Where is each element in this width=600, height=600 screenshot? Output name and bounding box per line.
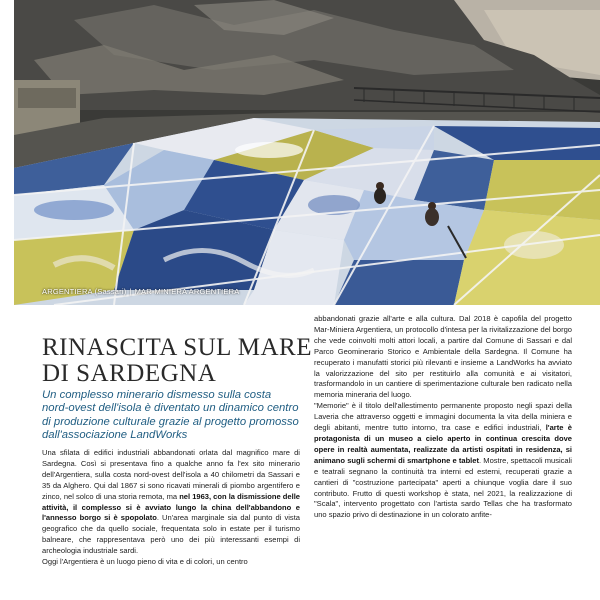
hero-photo xyxy=(14,0,600,305)
body-paragraph xyxy=(42,448,300,557)
body-text: "Memorie" è il titolo dell'allestimento permanente proposto negli spazi della Laveria che attraverso oggetti e immagini documenta la vita della miniera e degli abitanti, mentre tutto intorno, tra case e edifici industriali, xyxy=(314,401,572,433)
body-text: Una sfilata di edifici industriali abbandonati orlata dal magnifico mare di Sardegna. Così si presentava fino a qualche anno fa l'ex sito minerario dell'Argentiera, sulla costa nord-ovest dell'isola a 40 chilometri da Sassari e 35 da Alghero. Qui dal 1867 si sono ricavati minerali di piombo argentifero e zinco, nel solco di una storia remota, ma xyxy=(42,448,300,501)
body-text: . Mostre, spettacoli musicali e teatrali segnano la continuità tra interni ed esterni, recuperati grazie a cantieri di "costruzione partecipata" aperti a chiunque voglia dare il suo contributo. Frutto di questi workshop è stata, nel 2021, la realizzazione di "Scala", intervento progettato con l'artista sardo Tellas che ha trasformato uno spazio privo di destinazione in un colorato anfite- xyxy=(314,455,572,520)
photo-caption xyxy=(42,287,239,296)
caption-project: MAR-MINIERA ARGENTIERA xyxy=(134,287,240,296)
body-paragraph xyxy=(314,401,572,521)
title-line-2: DI SARDEGNA xyxy=(42,360,217,387)
body-text: . Un'area marginale sia dal punto di vista geografico che da quello sociale, frequentata solo in estate per il turismo balneare, che rappresentava però uno dei più interessanti esempi di archeologia industriale sardi. xyxy=(42,513,300,556)
article-deck: Un complesso minerario dismesso sulla costa nord-ovest dell'isola è diventato un dinamico centro di produzione culturale grazie al progetto promosso dall'associazione LandWorks xyxy=(42,389,299,442)
body-bold-text: nel 1963, con la dismissione delle attività, il complesso si è avviato lungo la china dell'abbandono e l'annesso borgo si è spopolato xyxy=(42,491,300,523)
article-body-left xyxy=(42,448,300,568)
caption-separator: | xyxy=(129,287,132,296)
article-body-right xyxy=(314,314,572,521)
title-line-1: RINASCITA SUL MARE xyxy=(42,334,312,361)
body-paragraph: Oggi l'Argentiera è un luogo pieno di vita e di colori, un centro xyxy=(42,557,248,567)
body-paragraph: abbandonati grazie all'arte e alla cultura. Dal 2018 è capofila del progetto Mar-Miniera Argentiera, un protocollo d'intesa per la rivitalizzazione del borgo che vede coinvolti molti attori locali, a partire dal Comune di Sassari e dal Parco Geominerario Storico e Ambientale della Sardegna. Il Comune ha recuperato i manufatti storici più rilevanti e insieme a LandWorks ha avviato la valorizzazione del sito per restituirlo alla comunità e ai visitatori, trasformandolo in un cantiere di sperimentazione culturale ben radicato nella memoria mineraria del luogo. xyxy=(314,314,572,400)
painted-courtyard-illustration xyxy=(14,0,600,305)
body-bold-text: l'arte è protagonista di un museo a cielo aperto in continua crescita dove opere in realtà aumentata, realizzate da artisti ospitati in residenza, si animano sugli schermi di smartphone e tablet xyxy=(314,423,572,465)
article-title xyxy=(42,334,312,387)
caption-place: ARGENTIERA (Sassari) xyxy=(42,287,127,296)
